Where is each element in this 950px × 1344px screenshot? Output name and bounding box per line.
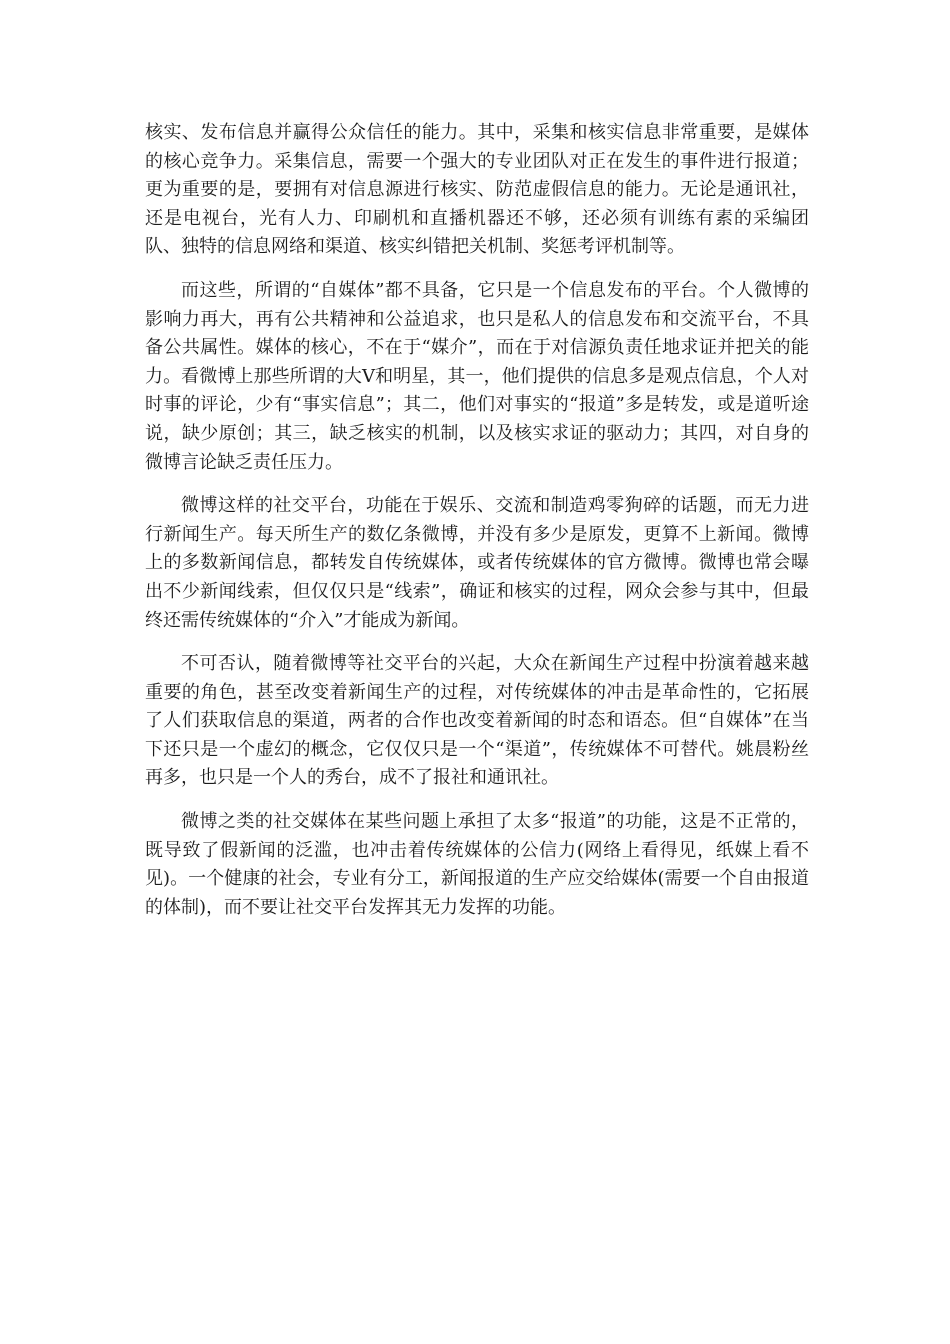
paragraph-5: 微博之类的社交媒体在某些问题上承担了太多“报道”的功能，这是不正常的，既导致了假新闻的泛滥，也冲击着传统媒体的公信力(网络上看得见，纸媒上看不见)。一个健康的社会，专业有分工，新闻报道的生产应交给媒体(需要一个自由报道的体制)，而不要让社交平台发挥其无力发挥的功能。 xyxy=(145,811,809,918)
paragraph-4: 不可否认，随着微博等社交平台的兴起，大众在新闻生产过程中扮演着越来越重要的角色，甚至改变着新闻生产的过程，对传统媒体的冲击是革命性的，它拓展了人们获取信息的渠道，两者的合作也改变着新闻的时态和语态。但“自媒体”在当下还只是一个虚幻的概念，它仅仅只是一个“渠道”，传统媒体不可替代。姚晨粉丝再多，也只是一个人的秀台，成不了报社和通讯社。 xyxy=(145,653,809,789)
document-body xyxy=(145,119,809,937)
paragraph-3: 微博这样的社交平台，功能在于娱乐、交流和制造鸡零狗碎的话题，而无力进行新闻生产。每天所生产的数亿条微博，并没有多少是原发，更算不上新闻。微博上的多数新闻信息，都转发自传统媒体，或者传统媒体的官方微博。微博也常会曝出不少新闻线索，但仅仅只是“线索”，确证和核实的过程，网众会参与其中，但最终还需传统媒体的“介入”才能成为新闻。 xyxy=(145,495,809,631)
paragraph-2: 而这些，所谓的“自媒体”都不具备，它只是一个信息发布的平台。个人微博的影响力再大，再有公共精神和公益追求，也只是私人的信息发布和交流平台，不具备公共属性。媒体的核心，不在于“媒介”，而在于对信源负责任地求证并把关的能力。看微博上那些所谓的大V和明星，其一，他们提供的信息多是观点信息，个人对时事的评论，少有“事实信息”；其二，他们对事实的“报道”多是转发，或是道听途说，缺少原创；其三，缺乏核实的机制，以及核实求证的驱动力；其四，对自身的微博言论缺乏责任压力。 xyxy=(145,279,809,473)
paragraph-1: 核实、发布信息并赢得公众信任的能力。其中，采集和核实信息非常重要，是媒体的核心竞争力。采集信息，需要一个强大的专业团队对正在发生的事件进行报道；更为重要的是，要拥有对信息源进行核实、防范虚假信息的能力。无论是通讯社，还是电视台，光有人力、印刷机和直播机器还不够，还必须有训练有素的采编团队、独特的信息网络和渠道、核实纠错把关机制、奖惩考评机制等。 xyxy=(145,122,809,258)
